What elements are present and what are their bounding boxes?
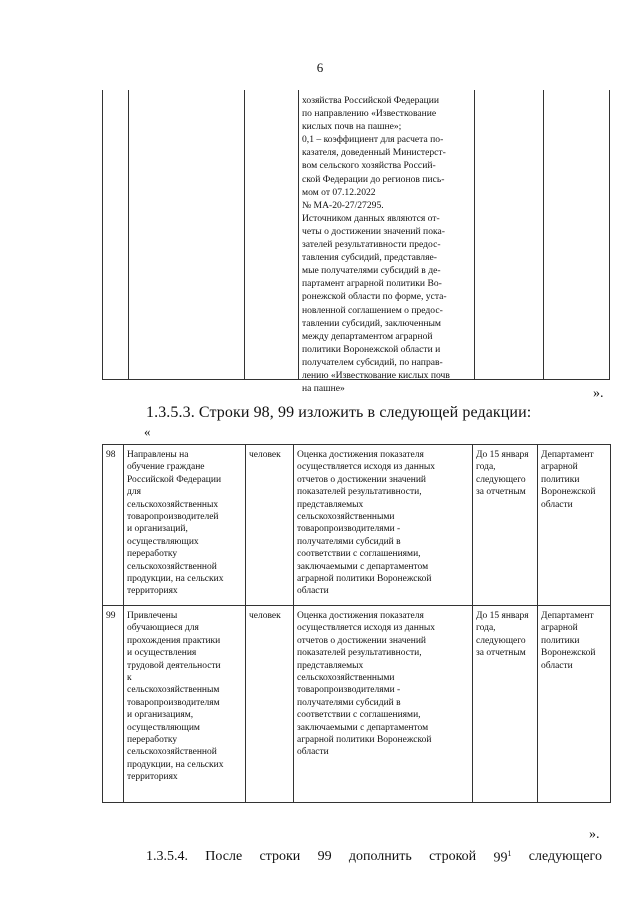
unit-cell: человек bbox=[246, 445, 294, 606]
table-column-divider bbox=[298, 90, 299, 380]
paragraph-word: дополнить bbox=[348, 849, 412, 864]
unit-cell: человек bbox=[246, 606, 294, 803]
table-column-divider bbox=[474, 90, 475, 380]
opening-quote: « bbox=[144, 424, 151, 439]
indicators-table bbox=[102, 444, 611, 803]
indicator-name-cell: Привлечены обучающиеся для прохождения практики и осуществления трудовой деятельности к сельскохозяйственным товаропроизводителям и организациям, осуществляющим переработку сельскохозяйственной продукции, на сельских территориях bbox=[124, 606, 246, 803]
method-cell: Оценка достижения показателя осуществляется исходя из данных отчетов о достижении значений показателей результативности, представляемых сельскохозяйственными товаропроизводителями - получателями субсидий в соответствии с соглашениями, заключаемыми с департаментом аграрной политики Воронежской области bbox=[294, 445, 473, 606]
closing-quote: ». bbox=[593, 386, 604, 401]
table-border-left bbox=[102, 90, 103, 380]
method-cell: Оценка достижения показателя осуществляется исходя из данных отчетов о достижении значений показателей результативности, представляемых сельскохозяйственными товаропроизводителями - получателями субсидий в соответствии с соглашениями, заключаемыми с департаментом аграрной политики Воронежской области bbox=[294, 606, 473, 803]
table-column-divider bbox=[543, 90, 544, 380]
continued-method-text: хозяйства Российской Федерации по направлению «Известкование кислых почв на пашне»; 0,1 – коэффициент для расчета по- казателя, доведенный Министерст- вом сельского хозяйства Россий- ской Федерации до регионов пись- мом от 07.12.2022 № МА-20-27/27295. Источником данных являются от- четы о достижении значений пока- зателей результативности предос- тавления субсидий, представляе- мые получателями субсидий в де- партамент аграрной политики Во- ронежской области по форме, уста- новленной соглашением о предос- тавлении субсидий, заключенным между департаментом аграрной политики Воронежской области и получателем субсидий, по направ- лению «Известкование кислых почв на пашне» bbox=[302, 95, 450, 395]
row-number-cell: 98 bbox=[103, 445, 124, 606]
responsible-cell: Департамент аграрной политики Воронежской области bbox=[538, 445, 611, 606]
superscript: 1 bbox=[507, 849, 512, 858]
table-row bbox=[103, 445, 611, 606]
closing-quote: ». bbox=[589, 827, 600, 842]
section-heading: 1.3.5.3. Строки 98, 99 изложить в следующей редакции: bbox=[146, 404, 532, 421]
indicator-name-cell: Направлены на обучение граждане Российской Федерации для сельскохозяйственных товаропроизводителей и организаций, осуществляющих переработку сельскохозяйственной продукции, на сельских территориях bbox=[124, 445, 246, 606]
page-number: 6 bbox=[316, 60, 324, 75]
table-row bbox=[103, 606, 611, 803]
paragraph-word: 1.3.5.4. bbox=[146, 849, 188, 864]
paragraph-word: строки bbox=[259, 849, 301, 864]
paragraph-1-3-5-4 bbox=[146, 849, 602, 867]
row-number-with-superscript bbox=[493, 849, 511, 867]
paragraph-word: 99 bbox=[317, 849, 332, 864]
deadline-cell: До 15 января года, следующего за отчетным bbox=[473, 445, 538, 606]
paragraph-word: После bbox=[205, 849, 243, 864]
paragraph-word: строкой bbox=[429, 849, 477, 864]
table-border-right bbox=[609, 90, 610, 380]
deadline-cell: До 15 января года, следующего за отчетным bbox=[473, 606, 538, 803]
responsible-cell: Департамент аграрной политики Воронежской области bbox=[538, 606, 611, 803]
row-number: 99 bbox=[493, 850, 508, 866]
paragraph-word: следующего bbox=[528, 849, 602, 864]
table-column-divider bbox=[128, 90, 129, 380]
row-number-cell: 99 bbox=[103, 606, 124, 803]
table-column-divider bbox=[244, 90, 245, 380]
